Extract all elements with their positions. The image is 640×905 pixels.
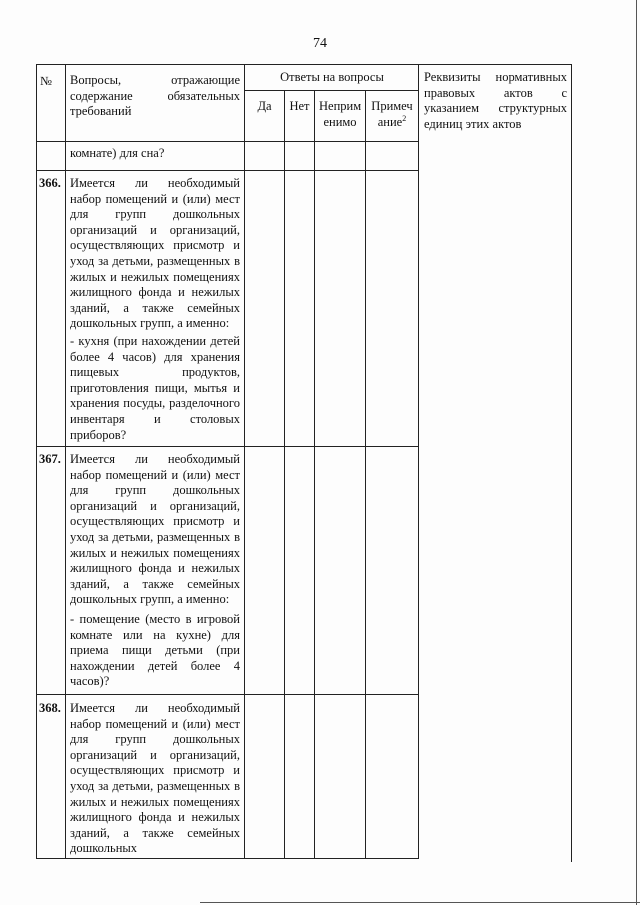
header-note — [369, 99, 415, 130]
header-not-applicable: Неприм енимо — [319, 99, 362, 129]
row-divider-1 — [36, 170, 419, 171]
header-yes: Да — [257, 99, 272, 113]
question-number-368: 368. — [39, 701, 61, 715]
row-divider-2 — [36, 446, 419, 447]
question-number-367: 367. — [39, 452, 61, 466]
question-text-continued: комнате) для сна? — [70, 146, 165, 160]
table-border-left — [36, 64, 37, 858]
col-divider-yes — [284, 90, 285, 858]
question-item-367: - помещение (место в игровой комнате или на кухне) для приема пищи детьми (при нахождении детей более 4 часов)? — [70, 612, 240, 689]
col-divider-na — [365, 90, 366, 858]
table-border-bottom — [36, 858, 419, 859]
page-number: 74 — [313, 36, 327, 51]
col-divider-no — [314, 90, 315, 858]
col-divider-num — [65, 64, 66, 858]
question-text-367: Имеется ли необходимый набор помещений и (или) мест для групп дошкольных организаций и организаций, осуществляющих присмотр и уход за детьми, размещенных в жилых и нежилых помещениях жилищного фонда и нежилых зданий, а также семейных дошкольных групп, а именно: — [70, 452, 240, 607]
table-border-right — [571, 64, 572, 862]
header-note-label: Примеч ание — [371, 99, 413, 129]
row-divider-3 — [36, 694, 419, 695]
checklist-table — [36, 64, 572, 862]
header-questions: Вопросы, отражающие содержание обязательных требований — [70, 73, 240, 119]
question-text-366: Имеется ли необходимый набор помещений и (или) мест для групп дошкольных организаций и организаций, осуществляющих присмотр и уход за детьми, размещенных в жилых и нежилых помещениях жилищного фонда и нежилых зданий, а также семейных дошкольных групп, а именно: — [70, 176, 240, 331]
scan-edge-bottom — [200, 902, 640, 903]
col-divider-question — [244, 64, 245, 858]
header-answers: Ответы на вопросы — [280, 70, 384, 84]
answers-subheader-line — [244, 90, 419, 91]
table-border-top — [36, 64, 572, 65]
header-bottom-line — [36, 141, 419, 142]
header-no: Нет — [289, 99, 310, 113]
header-note-footnote: 2 — [402, 113, 407, 123]
question-text-368: Имеется ли необходимый набор помещений и (или) мест для групп дошкольных организаций и организаций, осуществляющих присмотр и уход за детьми, размещенных в жилых и нежилых помещениях жилищного фонда и нежилых зданий, а также семейных дошкольных — [70, 701, 240, 856]
header-requisites: Реквизиты нормативных правовых актов с указанием структурных единиц этих актов — [424, 70, 567, 131]
question-item-366: - кухня (при нахождении детей более 4 часов) для хранения пищевых продуктов, приготовления пищи, мытья и хранения посуды, разделочного инвентаря и столовых приборов? — [70, 334, 240, 442]
header-num: № — [40, 74, 52, 88]
col-divider-note — [418, 64, 419, 858]
scan-edge-right — [636, 0, 637, 905]
question-number-366: 366. — [39, 176, 61, 190]
